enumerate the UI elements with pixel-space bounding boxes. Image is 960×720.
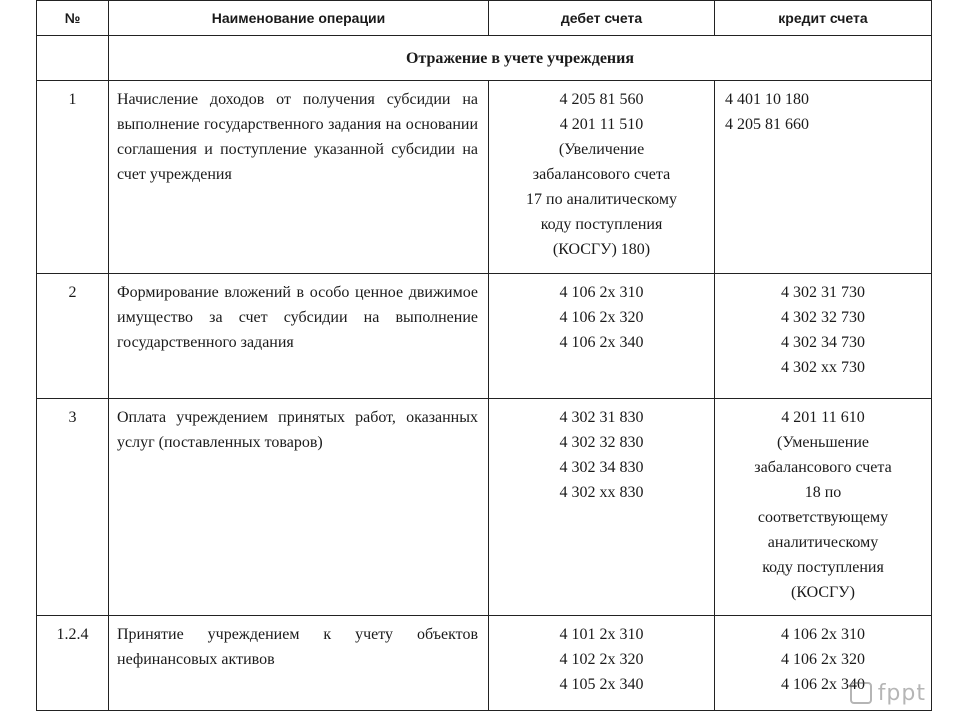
debit-line: (Увеличение xyxy=(558,141,645,158)
row-operation: Принятие учреждением к учету объектов нефинансовых активов xyxy=(109,616,489,711)
section-empty-cell xyxy=(37,36,109,81)
credit-line: 4 201 11 610 xyxy=(781,409,865,426)
debit-line: 17 по аналитическому xyxy=(526,191,677,208)
credit-line: 4 401 10 180 xyxy=(725,91,809,108)
table-row xyxy=(37,274,932,399)
debit-line: 4 101 2х 310 xyxy=(559,626,644,643)
row-num: 1 xyxy=(37,81,109,274)
debit-line: 4 302 34 830 xyxy=(559,459,644,476)
debit-line: 4 106 2х 310 xyxy=(559,284,644,301)
credit-line: 4 302 32 730 xyxy=(781,309,865,326)
credit-line: 4 106 2х 310 xyxy=(781,626,865,643)
section-row xyxy=(37,36,932,81)
credit-line: 4 106 2х 340 xyxy=(781,676,865,693)
debit-line: 4 205 81 560 xyxy=(559,91,644,108)
credit-line: (КОСГУ) xyxy=(791,584,855,601)
header-debit: дебет счета xyxy=(489,1,715,36)
debit-line: 4 302 32 830 xyxy=(559,434,644,451)
debit-line: забалансового счета xyxy=(532,166,671,183)
credit-line: 4 302 34 730 xyxy=(781,334,865,351)
debit-line: 4 106 2х 340 xyxy=(559,334,644,351)
row-debit xyxy=(489,274,715,399)
table-row xyxy=(37,399,932,616)
row-debit xyxy=(489,81,715,274)
row-operation: Формирование вложений в особо ценное движимое имущество за счет субсидии на выполнение государственного задания xyxy=(109,274,489,399)
credit-line: (Уменьшение xyxy=(777,434,869,451)
row-operation: Оплата учреждением принятых работ, оказанных услуг (поставленных товаров) xyxy=(109,399,489,616)
debit-line: 4 302 31 830 xyxy=(559,409,644,426)
row-credit xyxy=(715,81,932,274)
credit-line: коду поступления xyxy=(762,559,884,576)
debit-line: коду поступления xyxy=(540,216,663,233)
debit-line: (КОСГУ) 180) xyxy=(552,241,651,258)
presentation-icon xyxy=(850,682,872,704)
row-credit xyxy=(715,399,932,616)
accounting-entries-table xyxy=(36,0,932,711)
credit-line: 4 302 хх 730 xyxy=(781,359,865,376)
row-debit xyxy=(489,616,715,711)
credit-line: аналитическому xyxy=(767,534,879,551)
header-row xyxy=(37,1,932,36)
table-row xyxy=(37,81,932,274)
watermark-text: fppt xyxy=(877,681,926,706)
debit-line: 4 302 хх 830 xyxy=(559,484,644,501)
credit-line: соответствующему xyxy=(757,509,889,526)
row-num: 2 xyxy=(37,274,109,399)
accounting-table-document xyxy=(36,0,931,694)
debit-line: 4 106 2х 320 xyxy=(559,309,644,326)
header-credit: кредит счета xyxy=(715,1,932,36)
row-num: 3 xyxy=(37,399,109,616)
header-operation: Наименование операции xyxy=(109,1,489,36)
row-debit xyxy=(489,399,715,616)
row-credit xyxy=(715,274,932,399)
credit-line: 18 по xyxy=(804,484,842,501)
credit-line: забалансового счета xyxy=(754,459,892,476)
credit-line: 4 302 31 730 xyxy=(781,284,865,301)
section-title: Отражение в учете учреждения xyxy=(109,36,932,81)
row-num: 1.2.4 xyxy=(37,616,109,711)
debit-line: 4 102 2х 320 xyxy=(559,651,644,668)
watermark-logo xyxy=(850,681,926,706)
debit-line: 4 105 2х 340 xyxy=(559,676,644,693)
credit-line: 4 205 81 660 xyxy=(725,116,809,133)
row-operation: Начисление доходов от получения субсидии на выполнение государственного задания на основании соглашения и поступление указанной субсидии на счет учреждения xyxy=(109,81,489,274)
header-num: № xyxy=(37,1,109,36)
table-row xyxy=(37,616,932,711)
credit-line: 4 106 2х 320 xyxy=(781,651,865,668)
debit-line: 4 201 11 510 xyxy=(559,116,644,133)
